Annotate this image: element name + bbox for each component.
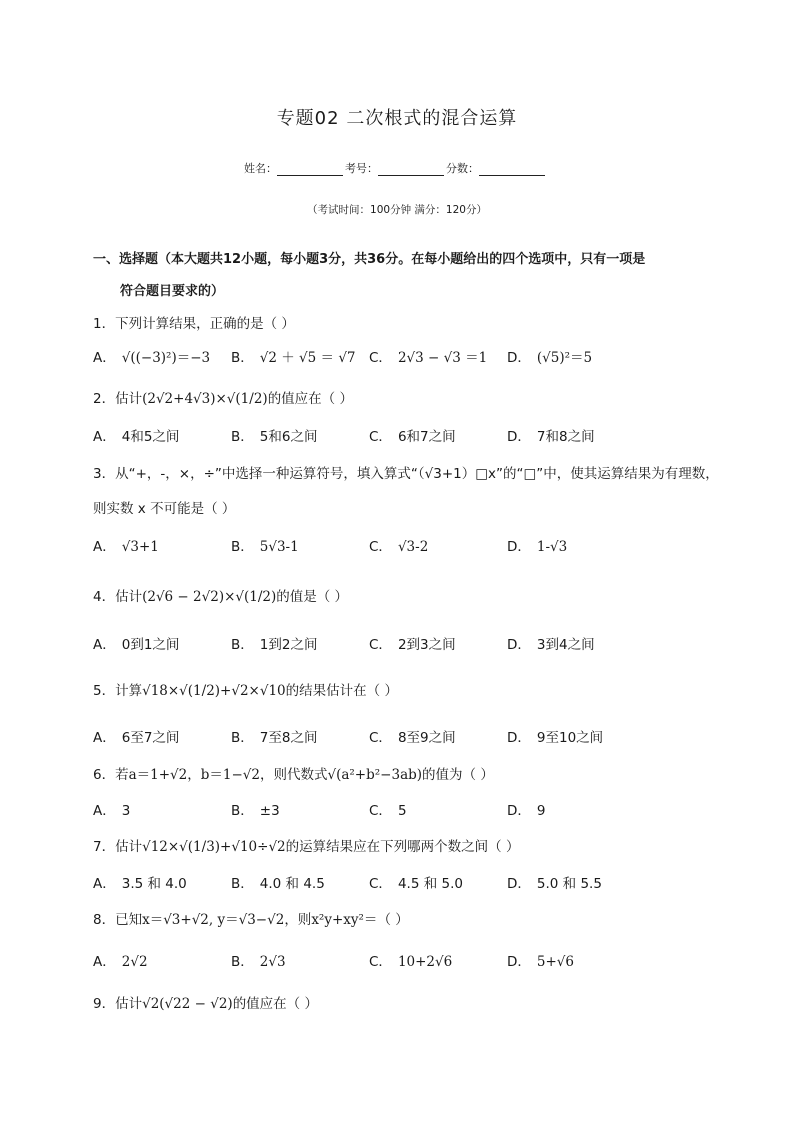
option-c[interactable]: C． 6和7之间 xyxy=(369,429,456,445)
option-d[interactable]: D． 9 xyxy=(507,803,546,819)
question-9 xyxy=(93,992,713,1012)
question-number: 4． xyxy=(93,589,116,605)
option-b[interactable]: B． 1到2之间 xyxy=(231,637,318,653)
option-a[interactable]: A． 6至7之间 xyxy=(93,730,180,746)
option-a[interactable]: A． 0到1之间 xyxy=(93,637,180,653)
question-stem: 的值为（ ） xyxy=(422,767,494,783)
options-6 xyxy=(93,799,713,819)
option-c[interactable]: C． 4.5 和 5.0 xyxy=(369,876,463,892)
math-expression: √18×√(1/2)+√2×√10 xyxy=(142,683,286,699)
question-stem: 估计 xyxy=(115,589,143,605)
question-stem: （ ） xyxy=(377,912,409,928)
option-d[interactable]: D． 5+√6 xyxy=(507,954,574,970)
name-label: 姓名： xyxy=(244,162,277,175)
math-expression: (2√2+4√3)×√(1/2) xyxy=(142,391,268,407)
section-heading-cont: 符合题目要求的） xyxy=(120,284,225,299)
options-3 xyxy=(93,535,713,555)
options-7 xyxy=(93,872,713,892)
option-b[interactable]: B． 5√3-1 xyxy=(231,539,299,555)
option-b[interactable]: B． 2√3 xyxy=(231,954,286,970)
question-stem: ，则 xyxy=(284,912,312,928)
question-number: 3． xyxy=(93,466,116,482)
option-a[interactable]: A． √3+1 xyxy=(93,539,159,555)
question-2 xyxy=(93,387,713,407)
math-expression: x²y+xy²＝ xyxy=(311,912,378,928)
score-label: 分数： xyxy=(446,162,479,175)
option-b[interactable]: B． 7至8之间 xyxy=(231,730,318,746)
question-number: 9． xyxy=(93,996,116,1012)
option-b[interactable]: B． √2 ＋ √5 ＝ √7 xyxy=(231,350,356,366)
question-number: 7． xyxy=(93,839,116,855)
page-title: 专题02 二次根式的混合运算 xyxy=(276,108,518,129)
question-1 xyxy=(93,312,713,332)
math-expression: √(a²+b²−3ab) xyxy=(327,767,423,783)
option-c[interactable]: C． 5 xyxy=(369,803,407,819)
question-4 xyxy=(93,585,713,605)
option-c[interactable]: C． 10+2√6 xyxy=(369,954,453,970)
student-info-line xyxy=(244,160,547,176)
option-a[interactable]: A． 4和5之间 xyxy=(93,429,180,445)
question-number: 6． xyxy=(93,767,116,783)
question-stem: 的运算结果应在下列哪两个数之间（ ） xyxy=(285,839,520,855)
question-stem: ，则代数式 xyxy=(259,767,328,783)
option-a[interactable]: A． √((−3)²)＝−3 xyxy=(93,350,211,366)
question-stem: 已知 xyxy=(115,912,143,928)
question-8 xyxy=(93,908,713,928)
math-expression: √2(√22 − √2) xyxy=(142,996,233,1012)
options-2 xyxy=(93,425,713,445)
question-stem: 估计 xyxy=(115,839,143,855)
question-number: 8． xyxy=(93,912,116,928)
option-a[interactable]: A． 2√2 xyxy=(93,954,148,970)
math-expression: √12×√(1/3)+√10÷√2 xyxy=(142,839,286,855)
question-7 xyxy=(93,835,713,855)
math-expression: (2√6 − 2√2)×√(1/2) xyxy=(142,589,277,605)
question-5 xyxy=(93,679,713,699)
math-expression: x＝√3+√2, y＝√3−√2 xyxy=(142,912,285,928)
option-c[interactable]: C． 2到3之间 xyxy=(369,637,456,653)
math-expression: a＝1+√2，b＝1−√2 xyxy=(128,767,260,783)
options-1 xyxy=(93,346,713,366)
option-b[interactable]: B． 5和6之间 xyxy=(231,429,318,445)
option-d[interactable]: D． 9至10之间 xyxy=(507,730,604,746)
option-d[interactable]: D． 1-√3 xyxy=(507,539,568,555)
question-stem: 从“+，-，×，÷”中选择一种运算符号，填入算式“（√3+1）□x”的“□”中，使其运算结果为有理数， xyxy=(115,466,719,482)
question-6 xyxy=(93,763,713,783)
question-number: 2． xyxy=(93,391,116,407)
option-c[interactable]: C． √3-2 xyxy=(369,539,429,555)
option-c[interactable]: C． 2√3 − √3 ＝1 xyxy=(369,350,488,366)
section-heading: 一、选择题（本大题共12小题，每小题3分，共36分。在每小题给出的四个选项中，只有一项是 xyxy=(93,252,646,267)
question-stem: 的值是（ ） xyxy=(276,589,349,605)
options-4 xyxy=(93,633,713,653)
options-8 xyxy=(93,950,713,970)
option-a[interactable]: A． 3 xyxy=(93,803,131,819)
option-c[interactable]: C． 8至9之间 xyxy=(369,730,456,746)
question-3-cont: 则实数 x 不可能是（ ） xyxy=(93,501,236,517)
question-number: 1． xyxy=(93,316,116,332)
id-label: 考号： xyxy=(345,162,378,175)
question-stem: 估计 xyxy=(115,391,143,407)
question-stem: 的值应在（ ） xyxy=(232,996,318,1012)
question-stem: 计算 xyxy=(115,683,143,699)
question-stem: 的值应在（ ） xyxy=(267,391,353,407)
option-b[interactable]: B． 4.0 和 4.5 xyxy=(231,876,325,892)
question-stem: 估计 xyxy=(115,996,143,1012)
question-stem: 的结果估计在（ ） xyxy=(285,683,398,699)
score-blank[interactable] xyxy=(479,163,545,176)
id-blank[interactable] xyxy=(378,163,444,176)
option-d[interactable]: D． (√5)²＝5 xyxy=(507,350,593,366)
question-stem: 若 xyxy=(115,767,129,783)
question-3 xyxy=(93,462,719,482)
name-blank[interactable] xyxy=(277,163,343,176)
option-d[interactable]: D． 5.0 和 5.5 xyxy=(507,876,602,892)
options-5 xyxy=(93,726,713,746)
question-stem: 下列计算结果，正确的是（ ） xyxy=(115,316,295,332)
option-d[interactable]: D． 7和8之间 xyxy=(507,429,595,445)
exam-note: （考试时间：100分钟 满分：120分） xyxy=(307,204,487,216)
option-a[interactable]: A． 3.5 和 4.0 xyxy=(93,876,187,892)
question-number: 5． xyxy=(93,683,116,699)
option-d[interactable]: D． 3到4之间 xyxy=(507,637,595,653)
option-b[interactable]: B． ±3 xyxy=(231,803,280,819)
